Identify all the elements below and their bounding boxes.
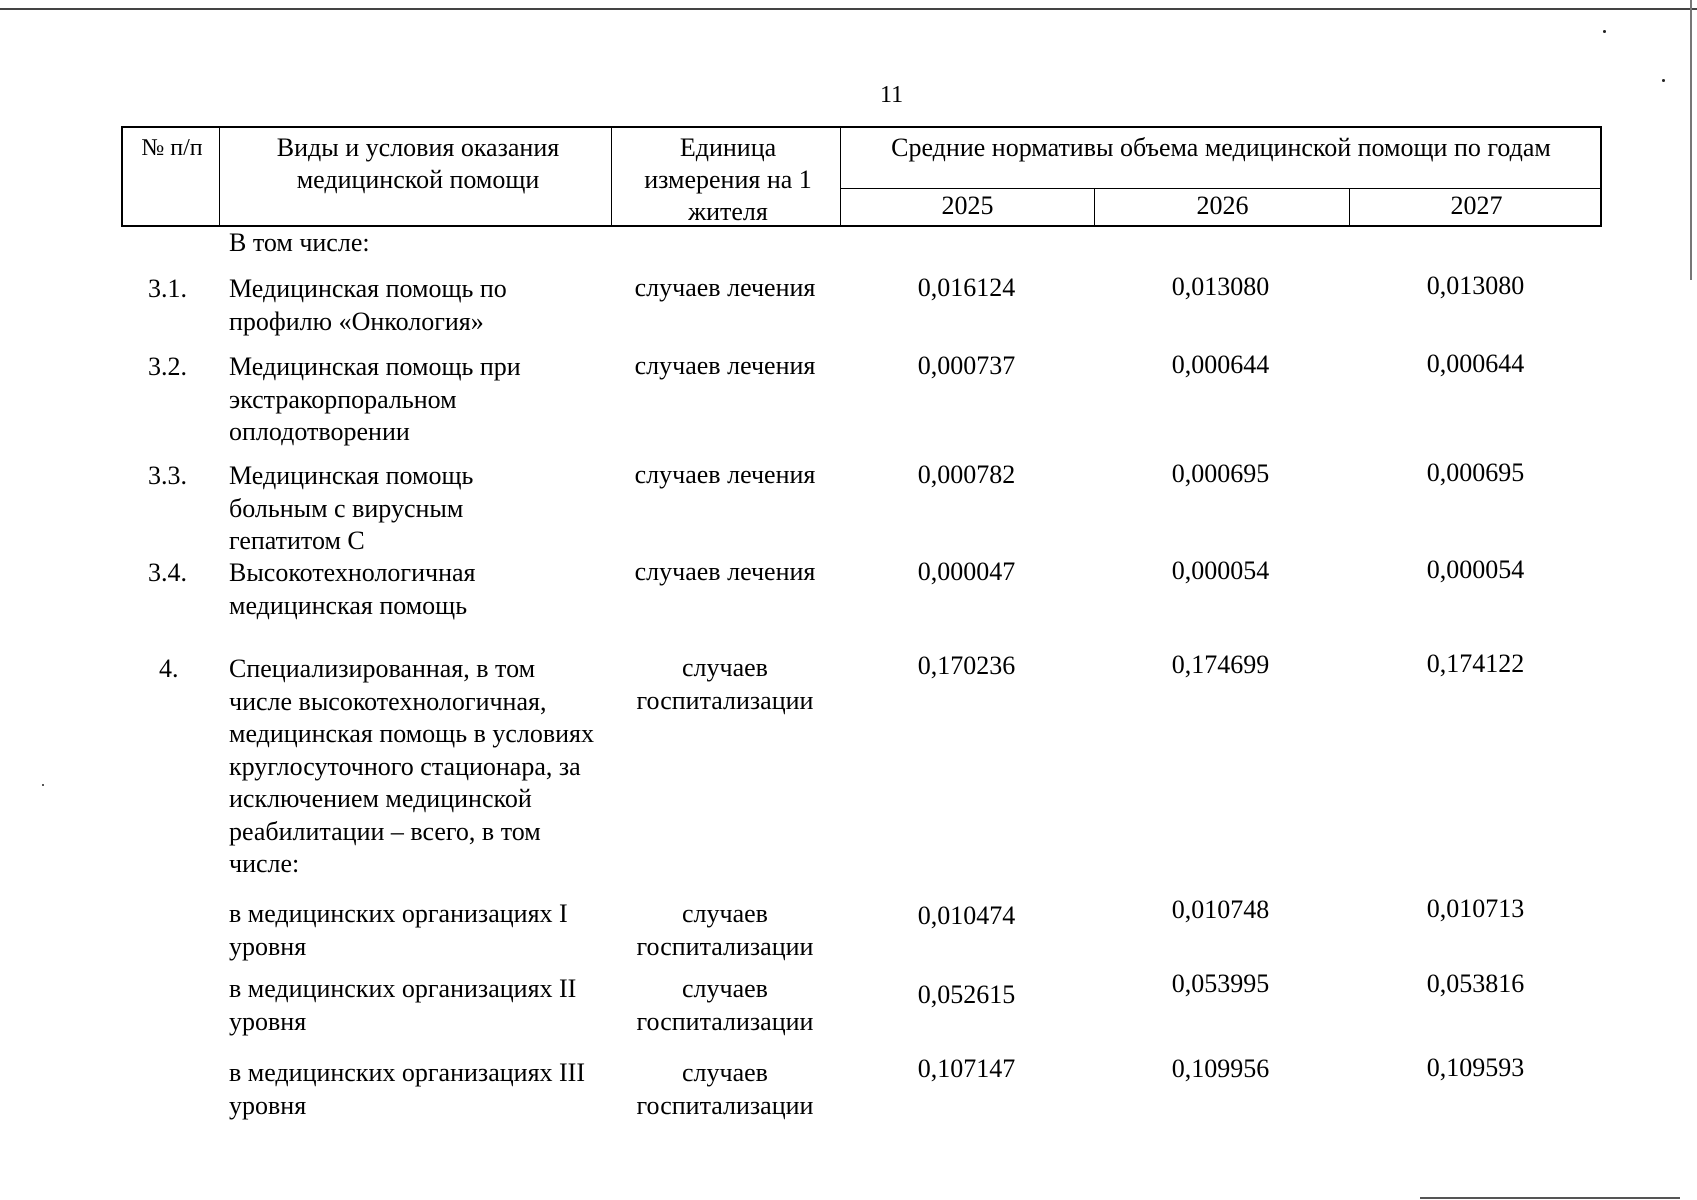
table-header (121, 126, 1602, 227)
intro-text: В том числе: (229, 228, 370, 257)
header-year-2027: 2027 (1450, 191, 1503, 220)
row-unit: случаев лечения (634, 460, 816, 489)
header-description: Виды и условия оказания медицинской помощи (276, 133, 560, 194)
page-number: 11 (880, 82, 904, 108)
scan-speck (42, 784, 44, 786)
row-value-2025: 0,010474 (917, 901, 1016, 930)
scan-border-bottom (1420, 1197, 1680, 1199)
row-value-2025: 0,052615 (917, 980, 1016, 1009)
year-divider (1094, 188, 1095, 225)
row-description: Специализированная, в том числе высокотехнологичная, медицинская помощь в условиях круглосуточного стационара, за исключением медицинской реабилитации – всего, в том числе: (229, 654, 595, 878)
row-value-2026: 0,053995 (1171, 969, 1270, 998)
row-value-2025: 0,170236 (917, 651, 1016, 680)
row-description: в медицинских организациях I уровня (229, 899, 568, 961)
row-value-2025: 0,000737 (917, 351, 1016, 380)
row-description: в медицинских организациях III уровня (229, 1058, 586, 1120)
row-value-2027: 0,174122 (1426, 649, 1525, 678)
column-divider (611, 128, 612, 225)
row-value-2025: 0,000782 (917, 460, 1016, 489)
row-value-2025: 0,107147 (917, 1054, 1016, 1083)
row-value-2025: 0,016124 (917, 273, 1016, 302)
row-value-2026: 0,000695 (1171, 459, 1270, 488)
header-group: Средние нормативы объема медицинской помощи по годам (891, 133, 1551, 162)
header-year-2026: 2026 (1196, 191, 1249, 220)
row-value-2027: 0,053816 (1426, 969, 1525, 998)
row-unit: случаев госпитализации (636, 899, 814, 961)
row-number: 3.1. (148, 274, 187, 303)
row-value-2026: 0,174699 (1171, 650, 1270, 679)
scan-speck (1662, 79, 1665, 82)
row-value-2026: 0,013080 (1171, 272, 1270, 301)
row-value-2027: 0,000695 (1426, 458, 1525, 487)
header-year-2025: 2025 (941, 191, 994, 220)
row-number: 3.2. (148, 352, 187, 381)
row-unit: случаев лечения (634, 557, 816, 586)
row-description: Медицинская помощь по профилю «Онкология» (229, 274, 507, 336)
row-description: Медицинская помощь больным с вирусным гепатитом С (229, 461, 474, 555)
row-value-2027: 0,109593 (1426, 1053, 1525, 1082)
row-value-2027: 0,000644 (1426, 349, 1525, 378)
row-value-2026: 0,010748 (1171, 895, 1270, 924)
row-unit: случаев госпитализации (636, 1058, 814, 1120)
header-unit: Единица измерения на 1 жителя (644, 133, 812, 226)
scan-border-right (1690, 0, 1692, 280)
row-value-2026: 0,000054 (1171, 556, 1270, 585)
row-number: 3.3. (148, 461, 187, 490)
row-description: Медицинская помощь при экстракорпоральном оплодотворении (229, 352, 521, 446)
row-value-2027: 0,013080 (1426, 271, 1525, 300)
row-number: 4. (159, 654, 179, 683)
row-value-2027: 0,000054 (1426, 555, 1525, 584)
year-divider (1349, 188, 1350, 225)
row-unit: случаев госпитализации (636, 653, 814, 715)
row-unit: случаев лечения (634, 351, 816, 380)
row-number: 3.4. (148, 558, 187, 587)
row-value-2026: 0,109956 (1171, 1054, 1270, 1083)
row-value-2026: 0,000644 (1171, 350, 1270, 379)
column-divider (219, 128, 220, 225)
row-unit: случаев лечения (634, 273, 816, 302)
row-description: в медицинских организациях II уровня (229, 974, 577, 1036)
row-value-2025: 0,000047 (917, 557, 1016, 586)
scan-border-top (0, 8, 1697, 10)
scan-speck (1603, 30, 1606, 33)
row-unit: случаев госпитализации (636, 974, 814, 1036)
row-description: Высокотехнологичная медицинская помощь (229, 558, 476, 620)
row-value-2027: 0,010713 (1426, 894, 1525, 923)
header-num: № п/п (141, 135, 203, 161)
